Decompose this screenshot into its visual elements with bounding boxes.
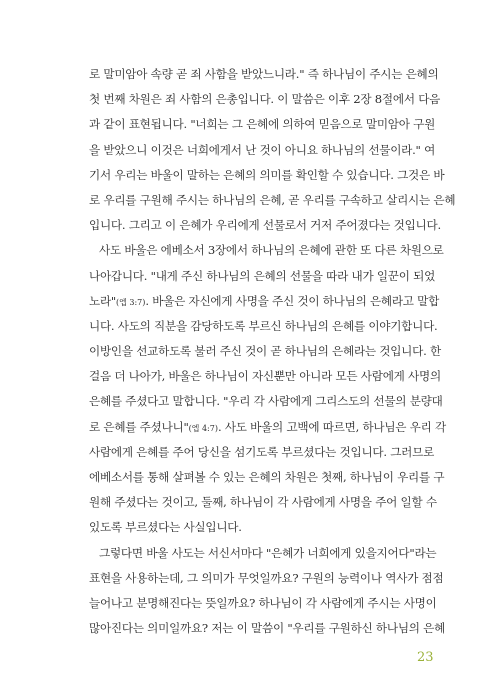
text-line: 원해 주셨다는 것이고, 둘째, 하나님이 각 사람에게 사명을 주어 일할 수	[89, 495, 437, 510]
text-line: 입니다. 그리고 이 은혜가 우리에게 선물로서 거저 주어졌다는 것입니다.	[89, 218, 441, 233]
text-line-with-reference	[89, 415, 446, 440]
text-line: 표현을 사용하는데, 그 의미가 무엇일까요? 구원의 능력이나 역사가 점점	[89, 570, 444, 585]
text-line-paragraph-start: 사도 바울은 에베소서 3장에서 하나님의 은혜에 관한 또 다른 차원으로	[99, 243, 444, 258]
text-line: 걸음 더 나아가, 바울은 하나님이 자신뿐만 아니라 모든 사람에게 사명의	[89, 369, 441, 384]
text-line: 니다. 사도의 직분을 감당하도록 부르신 하나님의 은혜를 이야기합니다.	[89, 318, 438, 333]
text-line: 늘어나고 분명해진다는 뜻일까요? 하나님이 각 사람에게 주시는 사명이	[89, 595, 437, 610]
text-line: 과 같이 표현됩니다. "너희는 그 은혜에 의하여 믿음으로 말미암아 구원	[89, 117, 436, 132]
text-line: 에베소서를 통해 살펴볼 수 있는 은혜의 차원은 첫째, 하나님이 우리를 구	[89, 470, 445, 484]
scripture-reference: (엡 3:7)	[115, 297, 146, 307]
text-line-segment: . 사도 바울의 고백에 따르면, 하나님은 우리 각	[217, 419, 446, 434]
text-line: 나아갑니다. "내게 주신 하나님의 은혜의 선물을 따라 내가 일꾼이 되었	[89, 268, 436, 283]
text-line-segment: 노라"	[89, 293, 116, 308]
text-line-segment: 로 은혜를 주셨나니"	[89, 419, 189, 434]
text-line: 로 말미암아 속량 곧 죄 사함을 받았느니라." 즉 하나님이 주시는 은혜의	[89, 67, 439, 81]
text-line: 사람에게 은혜를 주어 당신을 섬기도록 부르셨다는 것입니다. 그러므로	[89, 444, 435, 459]
text-line: 로 우리를 구원해 주시는 하나님의 은혜, 곧 우리를 구속하고 살리시는 은혜	[89, 192, 456, 207]
scripture-reference: (엡 4:7)	[188, 423, 218, 433]
text-line-with-reference	[89, 289, 440, 314]
text-line: 첫 번째 차원은 죄 사함의 은총입니다. 이 말씀은 이후 2장 8절에서 다음	[89, 92, 441, 107]
text-line: 을 받았으니 이것은 너희에게서 난 것이 아니요 하나님의 선물이라." 여	[89, 142, 436, 157]
text-line: 기서 우리는 바울이 말하는 은혜의 의미를 확인할 수 있습니다. 그것은 바	[89, 167, 445, 182]
text-line: 있도록 부르셨다는 사실입니다.	[89, 520, 242, 535]
text-line: 이방인을 선교하도록 불러 주신 것이 곧 하나님의 은혜라는 것입니다. 한	[89, 344, 441, 359]
text-line: 은혜를 주셨다고 말합니다. "우리 각 사람에게 그리스도의 선물의 분량대	[89, 394, 443, 409]
text-line-segment: . 바울은 자신에게 사명을 주신 것이 하나님의 은혜라고 말합	[145, 293, 440, 308]
text-line-paragraph-start: 그렇다면 바울 사도는 서신서마다 "은혜가 너희에게 있을지어다"라는	[99, 545, 437, 560]
body-text	[89, 62, 456, 641]
page-number: 23	[417, 650, 434, 665]
text-line: 많아진다는 의미일까요? 저는 이 말씀이 "우리를 구원하신 하나님의 은혜	[89, 621, 446, 636]
